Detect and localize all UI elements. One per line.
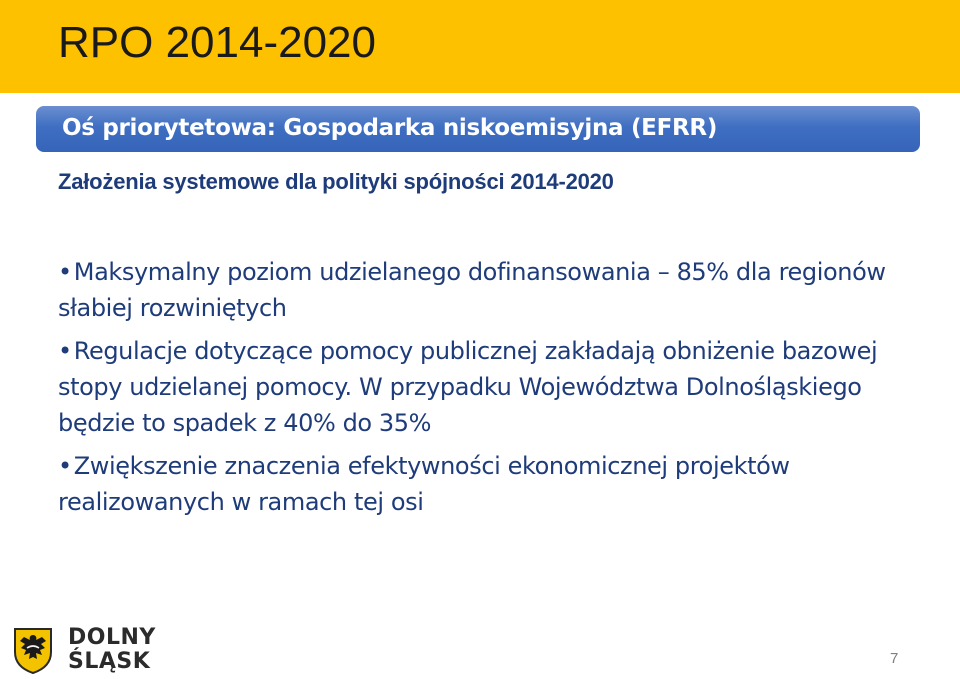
bullet-icon: •: [58, 258, 72, 286]
axis-banner: [36, 106, 920, 152]
bullet-icon: •: [58, 337, 72, 365]
slide-title: RPO 2014-2020: [58, 18, 376, 67]
list-item: •Maksymalny poziom udzielanego dofinansowania – 85% dla regionów słabiej rozwiniętych: [58, 254, 918, 326]
list-item: •Zwiększenie znaczenia efektywności ekonomicznej projektów realizowanych w ramach tej osi: [58, 448, 918, 520]
logo-text: DOLNY ŚLĄSK: [68, 625, 156, 674]
bullet-icon: •: [58, 452, 72, 480]
bullet-list: [58, 254, 918, 527]
dolny-slask-logo: [12, 624, 162, 676]
list-item: •Regulacje dotyczące pomocy publicznej zakładają obniżenie bazowej stopy udzielanej pomocy. W przypadku Województwa Dolnośląskiego będzie to spadek z 40% do 35%: [58, 333, 918, 441]
axis-banner-label: Oś priorytetowa: Gospodarka niskoemisyjna (EFRR): [62, 115, 718, 141]
page-number: 7: [890, 650, 899, 667]
section-subtitle: Założenia systemowe dla polityki spójności 2014-2020: [58, 169, 614, 194]
eagle-crest-icon: [12, 626, 54, 674]
